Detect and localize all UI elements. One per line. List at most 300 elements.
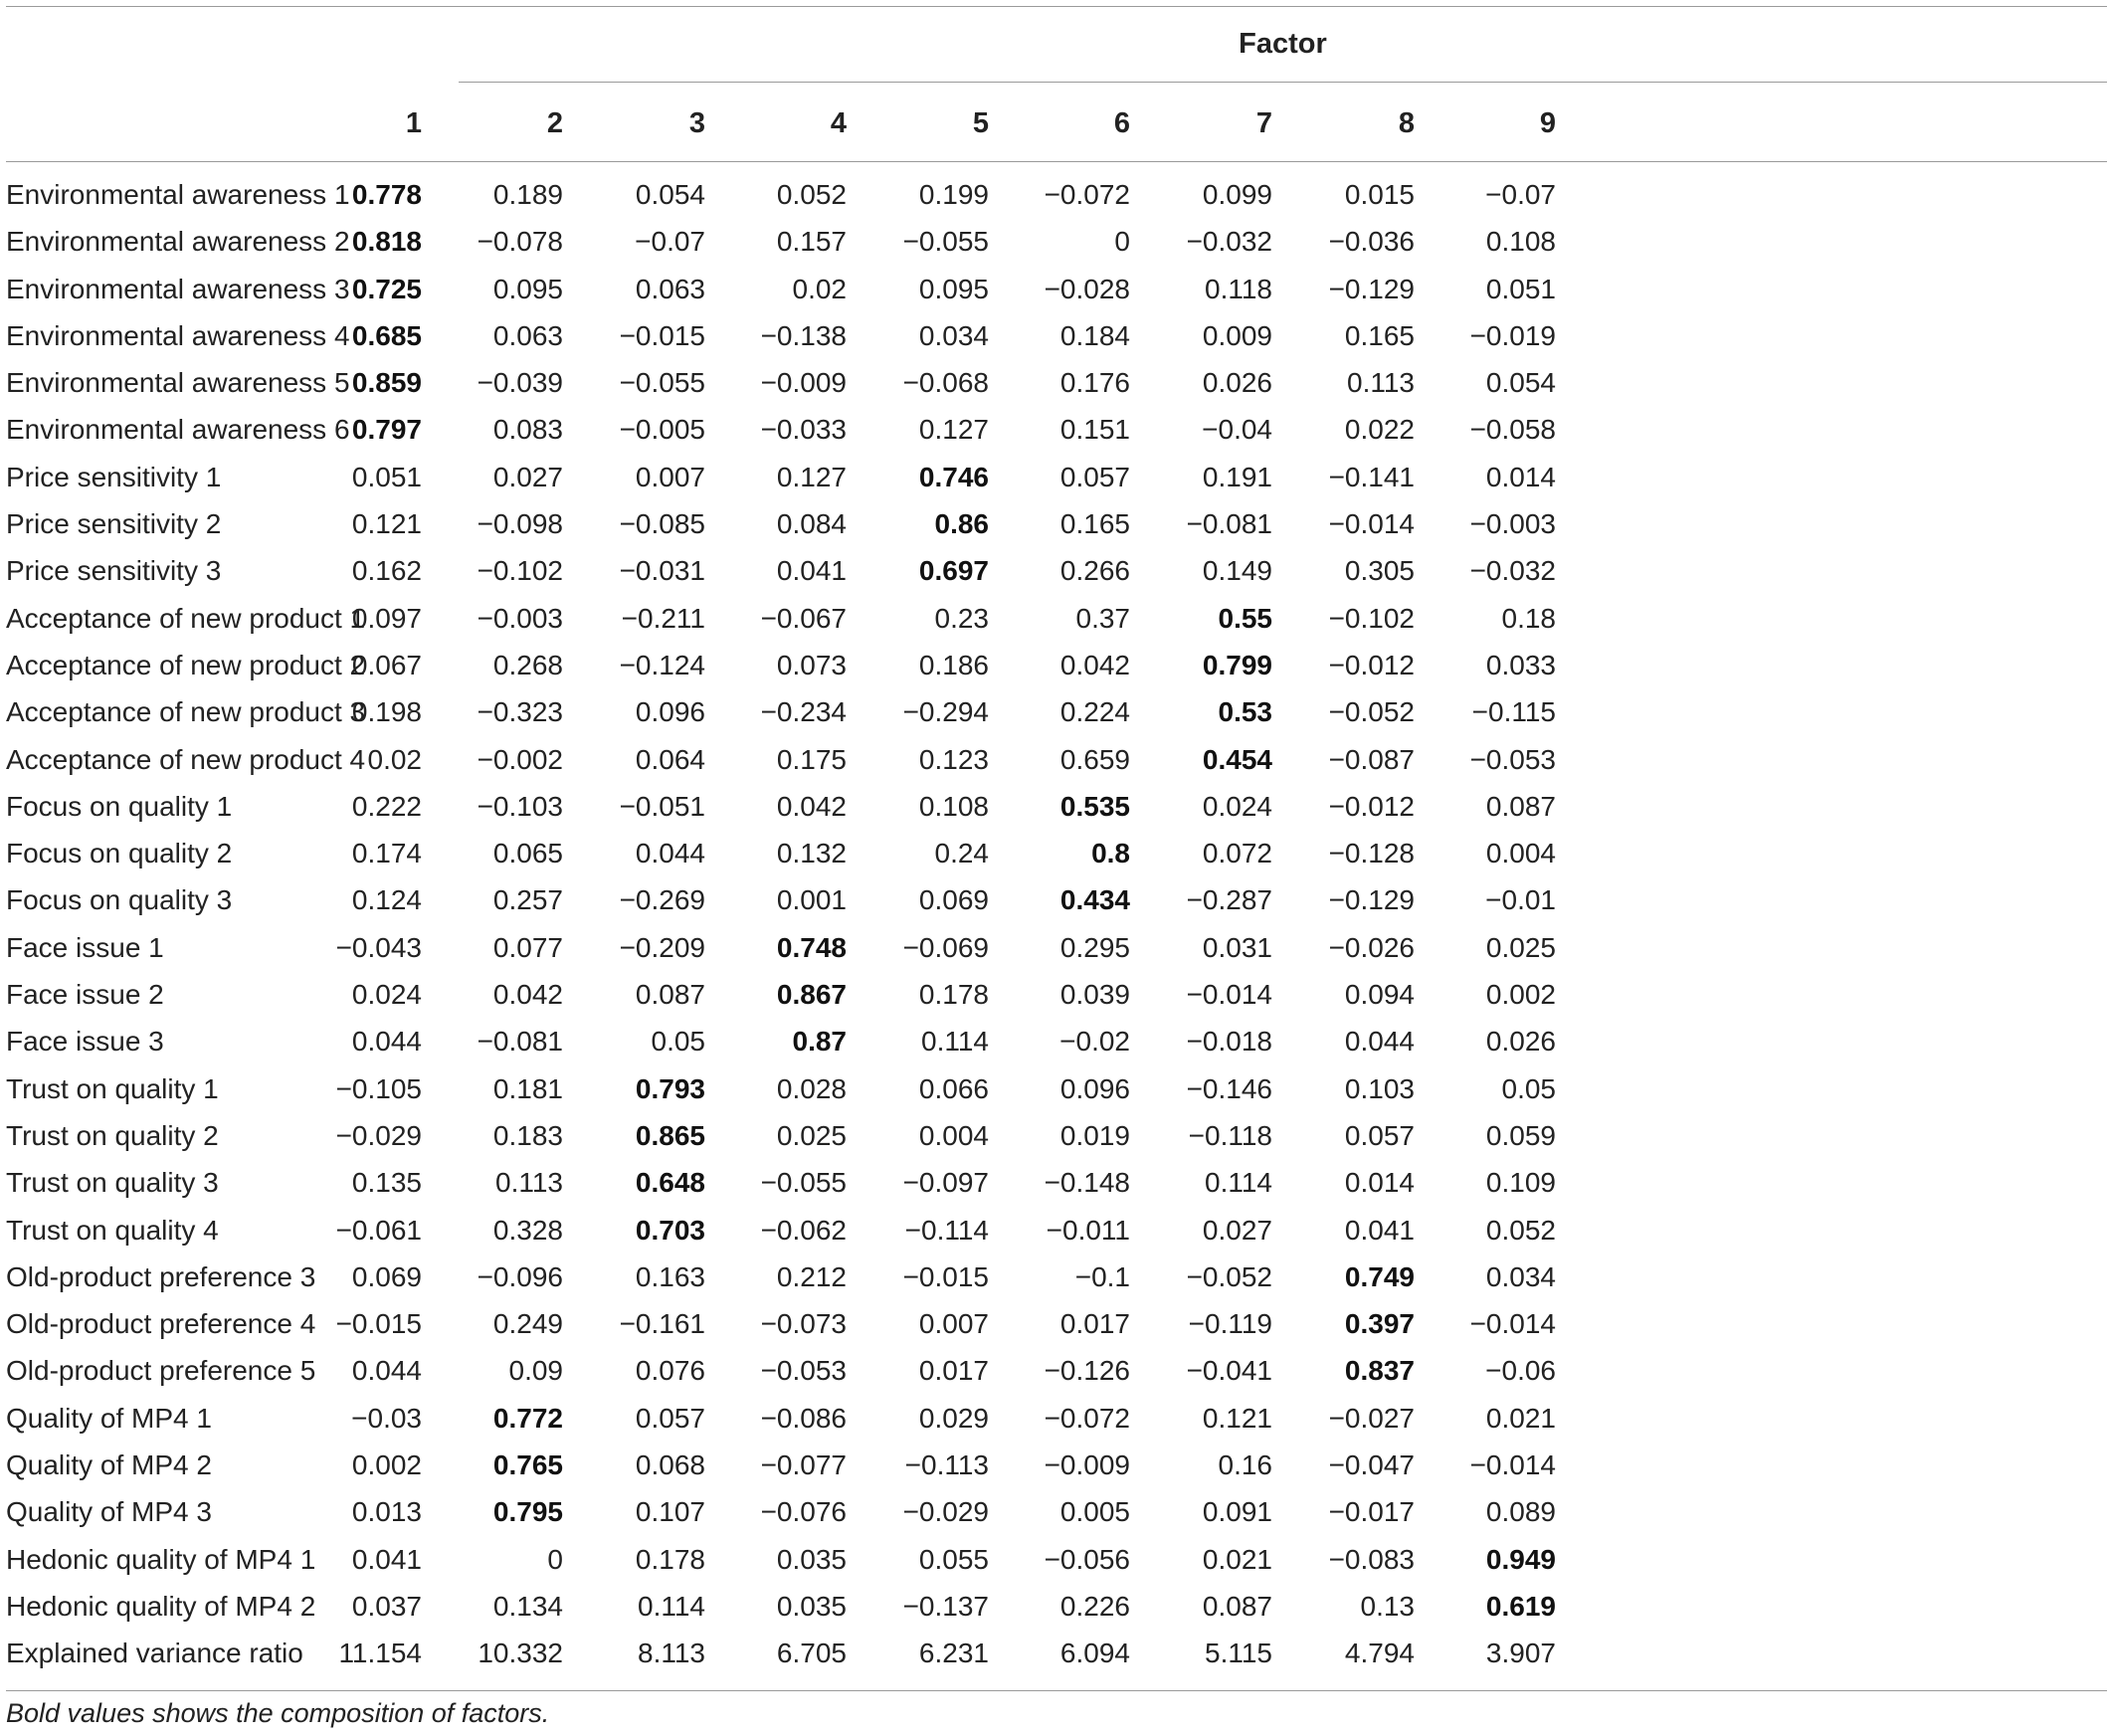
table-row: [6, 222, 2107, 269]
table-cell: 0.108: [1485, 226, 1556, 258]
table-cell: 0.249: [492, 1308, 563, 1340]
table-cell: −0.287: [1186, 884, 1272, 916]
table-cell: −0.018: [1186, 1026, 1272, 1058]
table-cell: 6.231: [918, 1638, 989, 1669]
table-cell: 0.044: [635, 838, 705, 869]
table-cell: 0.029: [918, 1402, 989, 1434]
table-cell: −0.015: [619, 319, 705, 351]
table-cell: −0.103: [477, 790, 563, 822]
column-header-6: 6: [1113, 107, 1130, 139]
table-cell: 0.797: [351, 414, 422, 446]
table-cell: 0.076: [635, 1355, 705, 1387]
table-cell: 0.135: [351, 1167, 422, 1199]
table-cell: 0.55: [1218, 602, 1272, 634]
table-cell: 0.222: [351, 790, 422, 822]
table-cell: −0.148: [1044, 1167, 1130, 1199]
table-cell: 0.748: [776, 931, 847, 963]
table-cell: −0.053: [1469, 743, 1556, 775]
table-cell: 0.015: [1344, 179, 1415, 210]
table-cell: −0.211: [621, 602, 705, 634]
table-row: [6, 599, 2107, 646]
table-cell: 0.066: [918, 1072, 989, 1104]
row-label: Acceptance of new product 4: [6, 743, 366, 775]
table-cell: 0.007: [635, 461, 705, 492]
table-cell: 0.114: [638, 1590, 705, 1622]
row-label: Old-product preference 5: [6, 1355, 316, 1387]
table-cell: 0.05: [651, 1026, 705, 1058]
table-cell: 0.16: [1218, 1449, 1272, 1481]
table-cell: −0.078: [477, 226, 563, 258]
table-cell: 0.795: [492, 1496, 563, 1528]
table-cell: 0.031: [1202, 931, 1272, 963]
table-cell: 0.014: [1344, 1167, 1415, 1199]
table-cell: −0.028: [1044, 273, 1130, 304]
table-cell: −0.055: [619, 367, 705, 399]
table-cell: 0.069: [351, 1260, 422, 1292]
table-row: [6, 1069, 2107, 1116]
table-cell: 0.162: [351, 555, 422, 587]
table-cell: −0.138: [760, 319, 847, 351]
row-label: Face issue 2: [6, 979, 164, 1011]
table-cell: −0.032: [1469, 555, 1556, 587]
table-cell: 0.042: [776, 790, 847, 822]
row-label: Price sensitivity 2: [6, 508, 222, 540]
row-label: Explained variance ratio: [6, 1638, 303, 1669]
column-header-9: 9: [1539, 107, 1556, 139]
table-cell: 0.065: [492, 838, 563, 869]
row-label: Hedonic quality of MP4 1: [6, 1543, 316, 1575]
table-cell: −0.102: [477, 555, 563, 587]
row-label: Trust on quality 4: [6, 1214, 219, 1246]
table-cell: −0.036: [1328, 226, 1415, 258]
table-cell: −0.067: [760, 602, 847, 634]
table-cell: 0.051: [1485, 273, 1556, 304]
table-cell: 0.123: [918, 743, 989, 775]
table-cell: −0.053: [760, 1355, 847, 1387]
row-label: Environmental awareness 4: [6, 319, 350, 351]
table-cell: 0: [1114, 226, 1130, 258]
row-label: Acceptance of new product 2: [6, 649, 366, 680]
table-cell: 0.257: [492, 884, 563, 916]
column-header-4: 4: [830, 107, 847, 139]
table-cell: −0.032: [1186, 226, 1272, 258]
table-cell: 0.042: [1059, 649, 1130, 680]
table-cell: −0.051: [619, 790, 705, 822]
table-cell: 0.107: [635, 1496, 705, 1528]
table-cell: −0.097: [902, 1167, 989, 1199]
table-cell: 0.035: [776, 1543, 847, 1575]
table-cell: −0.029: [335, 1119, 422, 1151]
table-row: [6, 1257, 2107, 1304]
table-row: [6, 504, 2107, 551]
table-cell: −0.098: [477, 508, 563, 540]
table-cell: 0.949: [1485, 1543, 1556, 1575]
table-cell: 0.095: [918, 273, 989, 304]
row-label: Quality of MP4 3: [6, 1496, 212, 1528]
table-row: [6, 551, 2107, 598]
table-cell: 0.198: [351, 696, 422, 728]
table-cell: 0.178: [918, 979, 989, 1011]
table-cell: 3.907: [1485, 1638, 1556, 1669]
column-header-1: 1: [405, 107, 422, 139]
table-cell: 0.8: [1091, 838, 1130, 869]
table-cell: 0.124: [351, 884, 422, 916]
table-cell: 0.041: [776, 555, 847, 587]
table-cell: −0.118: [1188, 1119, 1272, 1151]
table-cell: 0.697: [918, 555, 989, 587]
table-cell: −0.056: [1044, 1543, 1130, 1575]
table-cell: −0.1: [1074, 1260, 1130, 1292]
table-cell: 0.186: [918, 649, 989, 680]
table-cell: −0.055: [760, 1167, 847, 1199]
table-cell: 0.073: [776, 649, 847, 680]
table-cell: −0.012: [1328, 649, 1415, 680]
column-header-8: 8: [1398, 107, 1415, 139]
row-label: Environmental awareness 1: [6, 179, 350, 210]
table-cell: 11.154: [338, 1638, 422, 1669]
table-cell: 0.165: [1344, 319, 1415, 351]
table-cell: −0.086: [760, 1402, 847, 1434]
table-cell: −0.119: [1188, 1308, 1272, 1340]
table-cell: 0.059: [1485, 1119, 1556, 1151]
table-cell: 0.084: [776, 508, 847, 540]
table-row: [6, 458, 2107, 504]
table-cell: 0.022: [1344, 414, 1415, 446]
table-cell: 0.099: [1202, 179, 1272, 210]
table-cell: 0.034: [1485, 1260, 1556, 1292]
table-cell: −0.081: [477, 1026, 563, 1058]
table-cell: 0.165: [1059, 508, 1130, 540]
table-cell: 0.837: [1344, 1355, 1415, 1387]
table-cell: 0.24: [934, 838, 989, 869]
table-cell: 0.268: [492, 649, 563, 680]
table-cell: 0.13: [1360, 1590, 1415, 1622]
table-cell: 0.024: [1202, 790, 1272, 822]
table-row: [6, 880, 2107, 927]
table-cell: 0.057: [635, 1402, 705, 1434]
table-cell: −0.129: [1328, 273, 1415, 304]
table-cell: 0.039: [1059, 979, 1130, 1011]
table-row: [6, 1351, 2107, 1398]
table-cell: 0.746: [918, 461, 989, 492]
table-cell: 0.017: [1059, 1308, 1130, 1340]
table-cell: 0.178: [635, 1543, 705, 1575]
table-cell: 0.044: [351, 1355, 422, 1387]
row-label: Trust on quality 2: [6, 1119, 219, 1151]
row-label: Environmental awareness 3: [6, 273, 350, 304]
table-cell: −0.04: [1202, 414, 1272, 446]
factor-header-rule: [459, 82, 2107, 83]
table-cell: 0.799: [1202, 649, 1272, 680]
row-label: Face issue 3: [6, 1026, 164, 1058]
table-cell: 0.109: [1485, 1167, 1556, 1199]
table-cell: −0.058: [1469, 414, 1556, 446]
table-cell: 8.113: [638, 1638, 705, 1669]
table-cell: 0.23: [934, 602, 989, 634]
table-cell: −0.077: [760, 1449, 847, 1481]
table-cell: −0.129: [1328, 884, 1415, 916]
table-row: [6, 692, 2107, 739]
table-cell: −0.01: [1485, 884, 1556, 916]
table-cell: −0.014: [1328, 508, 1415, 540]
column-header-5: 5: [972, 107, 989, 139]
table-cell: 0.176: [1059, 367, 1130, 399]
row-label: Old-product preference 4: [6, 1308, 316, 1340]
table-cell: 0.134: [492, 1590, 563, 1622]
table-cell: −0.069: [902, 931, 989, 963]
table-cell: 0.042: [492, 979, 563, 1011]
table-cell: 0.224: [1059, 696, 1130, 728]
table-cell: 0.113: [495, 1167, 563, 1199]
table-cell: −0.294: [902, 696, 989, 728]
table-cell: 0.02: [792, 273, 847, 304]
table-row: [6, 1211, 2107, 1257]
table-cell: −0.014: [1186, 979, 1272, 1011]
table-cell: −0.096: [477, 1260, 563, 1292]
table-cell: 0.004: [1485, 838, 1556, 869]
table-row: [6, 834, 2107, 880]
table-cell: 0.867: [776, 979, 847, 1011]
table-cell: −0.043: [335, 931, 422, 963]
table-cell: −0.005: [619, 414, 705, 446]
table-cell: −0.033: [760, 414, 847, 446]
table-cell: 0.013: [351, 1496, 422, 1528]
table-cell: 0.18: [1501, 602, 1556, 634]
table-cell: −0.141: [1328, 461, 1415, 492]
table-cell: 0.86: [934, 508, 989, 540]
table-cell: 0.118: [1205, 273, 1272, 304]
table-cell: 0.002: [1485, 979, 1556, 1011]
table-cell: 0.127: [776, 461, 847, 492]
table-cell: 0.328: [492, 1214, 563, 1246]
table-cell: −0.015: [902, 1260, 989, 1292]
table-cell: −0.146: [1186, 1072, 1272, 1104]
table-cell: 0.087: [1485, 790, 1556, 822]
table-cell: 0.024: [351, 979, 422, 1011]
table-body: [6, 175, 2107, 1681]
table-cell: 0.53: [1218, 696, 1272, 728]
table-cell: 0.37: [1075, 602, 1130, 634]
table-cell: 0.064: [635, 743, 705, 775]
table-cell: −0.113: [904, 1449, 989, 1481]
table-cell: 0.619: [1485, 1590, 1556, 1622]
table-cell: 0.041: [1344, 1214, 1415, 1246]
table-cell: 0.163: [635, 1260, 705, 1292]
table-cell: 0.052: [1485, 1214, 1556, 1246]
table-row: [6, 1116, 2107, 1163]
row-label: Environmental awareness 2: [6, 226, 350, 258]
table-cell: 0.212: [776, 1260, 847, 1292]
table-cell: 0.09: [508, 1355, 563, 1387]
table-cell: 0.149: [1202, 555, 1272, 587]
table-cell: 0.266: [1059, 555, 1130, 587]
table-cell: 0: [547, 1543, 563, 1575]
table-cell: −0.128: [1328, 838, 1415, 869]
table-cell: 0.034: [918, 319, 989, 351]
table-cell: 0.02: [367, 743, 422, 775]
table-cell: −0.124: [619, 649, 705, 680]
factor-group-header: Factor: [1239, 28, 1327, 60]
table-cell: 0.191: [1202, 461, 1272, 492]
table-row: [6, 1540, 2107, 1587]
table-cell: 0.007: [918, 1308, 989, 1340]
table-row: [6, 1163, 2107, 1210]
row-label: Environmental awareness 6: [6, 414, 350, 446]
table-cell: −0.102: [1328, 602, 1415, 634]
table-cell: 0.305: [1344, 555, 1415, 587]
table-cell: 0.055: [918, 1543, 989, 1575]
table-cell: 0.069: [918, 884, 989, 916]
table-row: [6, 410, 2107, 457]
table-cell: 0.103: [1344, 1072, 1415, 1104]
table-cell: 0.097: [351, 602, 422, 634]
table-cell: −0.062: [760, 1214, 847, 1246]
table-cell: 0.027: [492, 461, 563, 492]
table-row: [6, 1399, 2107, 1446]
table-cell: −0.014: [1469, 1308, 1556, 1340]
table-cell: 0.014: [1485, 461, 1556, 492]
table-cell: −0.027: [1328, 1402, 1415, 1434]
table-cell: 0.025: [776, 1119, 847, 1151]
table-row: [6, 270, 2107, 316]
table-cell: −0.011: [1046, 1214, 1130, 1246]
table-cell: 0.044: [351, 1026, 422, 1058]
table-cell: 0.044: [1344, 1026, 1415, 1058]
table-cell: 5.115: [1205, 1638, 1272, 1669]
table-cell: −0.039: [477, 367, 563, 399]
table-cell: 0.199: [918, 179, 989, 210]
table-row: [6, 975, 2107, 1022]
table-cell: 0.033: [1485, 649, 1556, 680]
table-cell: 0.001: [776, 884, 847, 916]
table-cell: −0.161: [619, 1308, 705, 1340]
row-label: Quality of MP4 1: [6, 1402, 212, 1434]
table-cell: 0.037: [351, 1590, 422, 1622]
table-cell: −0.269: [619, 884, 705, 916]
column-header-3: 3: [688, 107, 705, 139]
table-cell: 0.818: [351, 226, 422, 258]
table-cell: −0.061: [335, 1214, 422, 1246]
table-cell: −0.073: [760, 1308, 847, 1340]
table-cell: −0.047: [1328, 1449, 1415, 1481]
table-cell: 0.026: [1485, 1026, 1556, 1058]
table-cell: 0.035: [776, 1590, 847, 1622]
table-cell: 0.028: [776, 1072, 847, 1104]
table-cell: 0.025: [1485, 931, 1556, 963]
table-top-rule: [6, 6, 2107, 7]
row-label: Focus on quality 3: [6, 884, 233, 916]
table-cell: −0.03: [351, 1402, 422, 1434]
table-bottom-rule: [6, 1690, 2107, 1691]
table-cell: 0.121: [1202, 1402, 1272, 1434]
table-cell: −0.041: [1186, 1355, 1272, 1387]
table-cell: 0.127: [918, 414, 989, 446]
table-cell: 0.765: [492, 1449, 563, 1481]
table-cell: −0.072: [1044, 1402, 1130, 1434]
table-cell: −0.055: [902, 226, 989, 258]
table-cell: 0.454: [1202, 743, 1272, 775]
table-cell: −0.083: [1328, 1543, 1415, 1575]
table-cell: 0.096: [1059, 1072, 1130, 1104]
table-cell: 10.332: [478, 1638, 563, 1669]
table-cell: 6.705: [776, 1638, 847, 1669]
table-cell: 0.778: [351, 179, 422, 210]
table-cell: 0.772: [492, 1402, 563, 1434]
table-cell: −0.105: [335, 1072, 422, 1104]
table-cell: −0.06: [1485, 1355, 1556, 1387]
table-cell: −0.234: [760, 696, 847, 728]
table-cell: −0.015: [335, 1308, 422, 1340]
column-header-row: [6, 103, 2107, 143]
table-cell: 0.091: [1202, 1496, 1272, 1528]
table-cell: 0.021: [1202, 1543, 1272, 1575]
table-cell: −0.031: [619, 555, 705, 587]
table-cell: −0.087: [1328, 743, 1415, 775]
table-cell: 0.004: [918, 1119, 989, 1151]
table-cell: 0.121: [351, 508, 422, 540]
table-cell: 0.063: [492, 319, 563, 351]
table-cell: 0.094: [1344, 979, 1415, 1011]
table-footnote: Bold values shows the composition of factors.: [6, 1698, 550, 1728]
table-cell: −0.009: [760, 367, 847, 399]
table-cell: 0.002: [351, 1449, 422, 1481]
table-cell: 0.068: [635, 1449, 705, 1481]
table-cell: 0.793: [635, 1072, 705, 1104]
row-label: Quality of MP4 2: [6, 1449, 212, 1481]
row-label: Trust on quality 1: [6, 1072, 219, 1104]
table-cell: −0.076: [760, 1496, 847, 1528]
table-cell: −0.014: [1469, 1449, 1556, 1481]
table-cell: −0.209: [619, 931, 705, 963]
table-cell: 0.005: [1059, 1496, 1130, 1528]
row-label: Trust on quality 3: [6, 1167, 219, 1199]
table-cell: −0.052: [1328, 696, 1415, 728]
table-cell: 0.175: [776, 743, 847, 775]
table-cell: −0.07: [635, 226, 705, 258]
table-cell: 0.041: [351, 1543, 422, 1575]
table-cell: 0.226: [1059, 1590, 1130, 1622]
table-row: [6, 1492, 2107, 1539]
table-cell: −0.085: [619, 508, 705, 540]
table-cell: 0.151: [1059, 414, 1130, 446]
table-cell: 4.794: [1344, 1638, 1415, 1669]
table-cell: −0.003: [1469, 508, 1556, 540]
table-cell: 0.052: [776, 179, 847, 210]
row-label: Face issue 1: [6, 931, 164, 963]
table-cell: 0.089: [1485, 1496, 1556, 1528]
table-cell: 0.026: [1202, 367, 1272, 399]
table-cell: 0.096: [635, 696, 705, 728]
table-cell: 0.648: [635, 1167, 705, 1199]
table-row: [6, 1304, 2107, 1351]
table-cell: −0.114: [904, 1214, 989, 1246]
table-cell: 0.184: [1059, 319, 1130, 351]
table-cell: 0.077: [492, 931, 563, 963]
table-cell: 0.114: [921, 1026, 989, 1058]
table-cell: −0.029: [902, 1496, 989, 1528]
table-cell: 0.054: [1485, 367, 1556, 399]
table-cell: 0.019: [1059, 1119, 1130, 1151]
table-cell: 0.114: [1205, 1167, 1272, 1199]
table-row: [6, 1446, 2107, 1492]
row-label: Focus on quality 1: [6, 790, 233, 822]
table-cell: 0.397: [1344, 1308, 1415, 1340]
table-cell: −0.019: [1469, 319, 1556, 351]
table-cell: −0.017: [1328, 1496, 1415, 1528]
table-row: [6, 787, 2107, 834]
table-cell: 0.021: [1485, 1402, 1556, 1434]
table-row: [6, 1634, 2107, 1680]
